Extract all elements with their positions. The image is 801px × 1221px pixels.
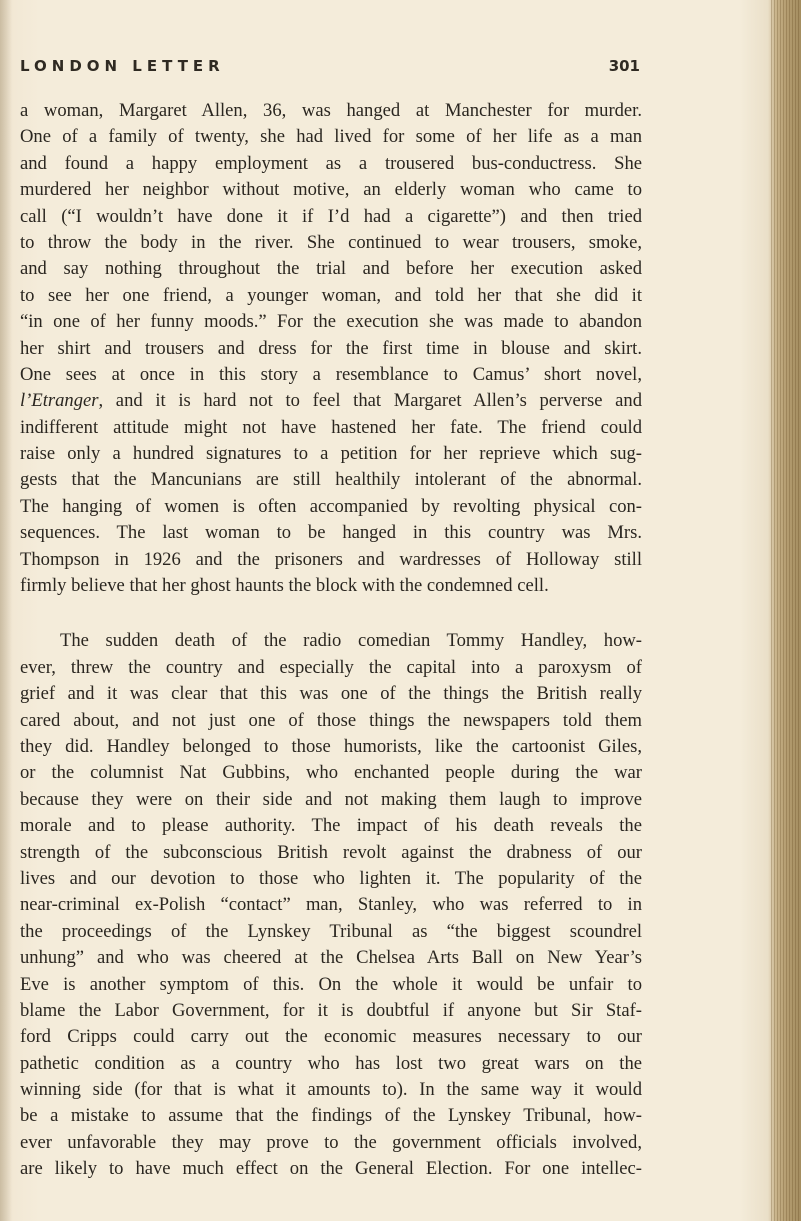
text-line: they did. Handley belonged to those humorists, like the cartoonist Giles, (20, 735, 642, 757)
text-line: ford Cripps could carry out the economic measures necessary to our (20, 1026, 642, 1048)
text-line: grief and it was clear that this was one of the things the British really (20, 683, 642, 705)
text-line: strength of the subconscious British revolt against the drabness of our (20, 841, 642, 863)
text-line: “in one of her funny moods.” For the execution she was made to abandon (20, 311, 642, 333)
paragraph-2 (20, 628, 642, 1182)
text-line: to throw the body in the river. She continued to wear trousers, smoke, (20, 231, 642, 253)
text-line: a woman, Margaret Allen, 36, was hanged at Manchester for murder. (20, 100, 642, 121)
text-line: because they were on their side and not making them laugh to improve (20, 788, 642, 810)
paragraph-gap (20, 599, 642, 628)
running-header (20, 57, 640, 81)
text-line: and found a happy employment as a trousered bus-conductress. She (20, 152, 642, 174)
text-line: near-criminal ex-Polish “contact” man, Stanley, who was referred to in (20, 894, 642, 916)
text-line: cared about, and not just one of those things the newspapers told them (20, 709, 642, 731)
page-edge (771, 0, 801, 1221)
text-line: Eve is another symptom of this. On the whole it would be unfair to (20, 973, 642, 995)
text-line: blame the Labor Government, for it is doubtful if anyone but Sir Staf- (20, 999, 642, 1021)
text-line: the proceedings of the Lynskey Tribunal as “the biggest scoundrel (20, 920, 642, 942)
text-line: or the columnist Nat Gubbins, who enchanted people during the war (20, 762, 642, 784)
text-line: ever unfavorable they may prove to the government officials involved, (20, 1131, 642, 1153)
body-text (20, 98, 642, 1183)
text-line: firmly believe that her ghost haunts the block with the condemned cell. (20, 575, 549, 597)
running-title: LONDON LETTER (20, 57, 225, 75)
text-line: be a mistake to assume that the findings of the Lynskey Tribunal, how- (20, 1105, 642, 1127)
text-line: are likely to have much effect on the General Election. For one intellec- (20, 1158, 642, 1180)
text-line: gests that the Mancunians are still healthily intolerant of the abnormal. (20, 469, 642, 491)
book-title-italic: l’Etranger (20, 390, 99, 412)
gutter-shadow (0, 0, 12, 1221)
text-line: to see her one friend, a younger woman, and told her that she did it (20, 284, 642, 306)
text-line: raise only a hundred signatures to a petition for her reprieve which sug- (20, 443, 642, 465)
text-line: indifferent attitude might not have hastened her fate. The friend could (20, 416, 642, 438)
text-line: One sees at once in this story a resemblance to Camus’ short novel, (20, 363, 642, 385)
text-line: and say nothing throughout the trial and before her execution asked (20, 258, 642, 280)
text-line: Thompson in 1926 and the prisoners and wardresses of Holloway still (20, 548, 642, 570)
text-line: her shirt and trousers and dress for the first time in blouse and skirt. (20, 337, 642, 359)
text-line: winning side (for that is what it amounts to). In the same way it would (20, 1079, 642, 1101)
text-line: pathetic condition as a country who has lost two great wars on the (20, 1052, 642, 1074)
text-line: sequences. The last woman to be hanged in this country was Mrs. (20, 522, 642, 544)
text-line: The sudden death of the radio comedian Tommy Handley, how- (60, 630, 642, 652)
text-line: murdered her neighbor without motive, an elderly woman who came to (20, 179, 642, 201)
page-number: 301 (608, 57, 640, 75)
text-line: lives and our devotion to those who lighten it. The popularity of the (20, 867, 642, 889)
text-line: unhung” and who was cheered at the Chelsea Arts Ball on New Year’s (20, 947, 642, 969)
text-line: The hanging of women is often accompanied by revolting physical con- (20, 495, 642, 517)
text-line-italic-title (20, 388, 642, 414)
text-line: ever, threw the country and especially the capital into a paroxysm of (20, 656, 642, 678)
paragraph-1 (20, 98, 642, 599)
text-line: One of a family of twenty, she had lived for some of her life as a man (20, 126, 642, 148)
text-line: morale and to please authority. The impact of his death reveals the (20, 815, 642, 837)
text-line: call (“I wouldn’t have done it if I’d had a cigarette”) and then tried (20, 205, 642, 227)
text-line-rest: , and it is hard not to feel that Margaret Allen’s perverse and (98, 390, 642, 412)
